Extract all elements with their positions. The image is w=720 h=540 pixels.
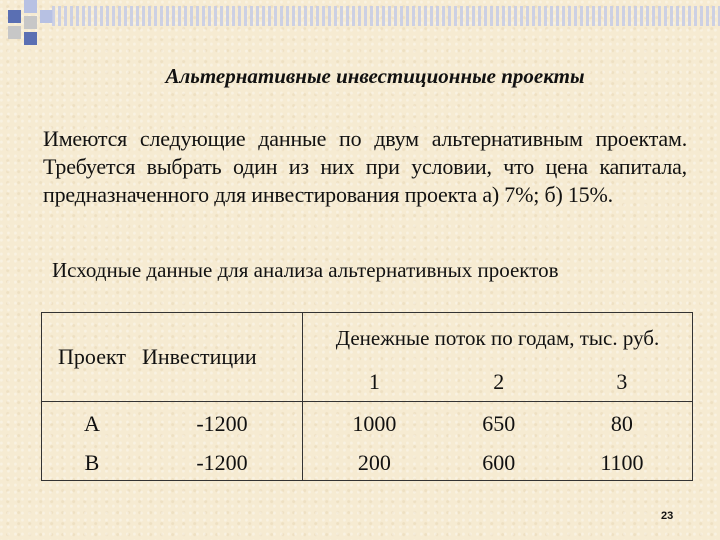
header-cash-flow: Денежные поток по годам, тыс. руб. — [335, 325, 660, 350]
project-cell: A — [84, 411, 100, 436]
header-project: Проект — [42, 313, 143, 402]
table-caption: Исходные данные для анализа альтернативных проектов — [52, 258, 559, 282]
header-investment: Инвестиции — [142, 313, 303, 402]
year-cell: 3 — [552, 363, 693, 402]
deco-stripe — [52, 6, 720, 26]
flow-cell: 1000 — [352, 411, 397, 436]
problem-statement: Имеются следующие данные по двум альтернативным проектам. Требуется выбрать один из них при условии, что цена капитала, предназначенного для инвестирования проекта а) 7%; б) 15%. — [43, 126, 687, 207]
investment-cell: -1200 — [142, 446, 303, 481]
page-title: Альтернативные инвестиционные проекты — [165, 64, 585, 88]
table-header-row — [42, 313, 693, 364]
deco-square — [24, 0, 37, 13]
flow-cell: 1100 — [600, 450, 644, 475]
year-cell: 2 — [446, 363, 552, 402]
flow-cell: 650 — [482, 411, 516, 436]
slide-number: 23 — [661, 510, 674, 522]
deco-square — [24, 16, 37, 29]
year-cell: 1 — [303, 363, 446, 402]
project-cell: B — [84, 450, 100, 475]
flow-cell: 200 — [357, 450, 391, 475]
flow-cell: 80 — [610, 411, 633, 436]
deco-square — [8, 26, 21, 39]
deco-square — [8, 10, 21, 23]
table-row — [42, 402, 693, 447]
data-table — [41, 312, 693, 481]
investment-cell: -1200 — [142, 402, 303, 447]
table-row — [42, 446, 693, 481]
flow-cell: 600 — [482, 450, 516, 475]
deco-square — [24, 32, 37, 45]
